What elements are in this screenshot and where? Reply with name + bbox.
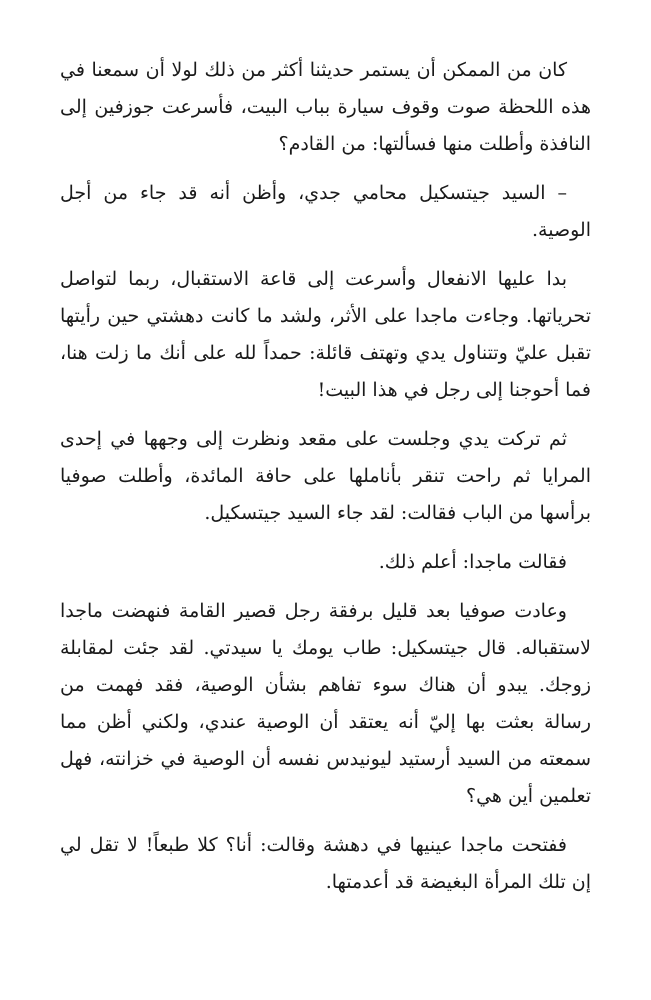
paragraph-6: وعادت صوفيا بعد قليل برفقة رجل قصير القامة فنهضت ماجدا لاستقباله. قال جيتسكيل: طاب يومك يا سيدتي. لقد جئت لمقابلة زوجك. يبدو أن هناك سوء تفاهم بشأن الوصية، فقد فهمت من رسالة بعثت بها إليّ أنه يعتقد أن الوصية عندي، ولكني أظن مما سمعته من السيد أرستيد ليونيدس نفسه أن الوصية في خزانته، فهل تعلمين أين هي؟ (60, 600, 591, 807)
paragraph-1: كان من الممكن أن يستمر حديثنا أكثر من ذلك لولا أن سمعنا في هذه اللحظة صوت وقوف سيارة بباب البيت، فأسرعت جوزفين إلى النافذة وأطلت منها فسألتها: من القادم؟ (60, 59, 591, 155)
paragraph-4: ثم تركت يدي وجلست على مقعد ونظرت إلى وجهها في إحدى المرايا ثم راحت تنقر بأناملها على حافة المائدة، وأطلت صوفيا برأسها من الباب فقالت: لقد جاء السيد جيتسكيل. (60, 428, 591, 524)
paragraph-3: بدا عليها الانفعال وأسرعت إلى قاعة الاستقبال، ربما لتواصل تحرياتها. وجاءت ماجدا على الأثر، ولشد ما كانت دهشتي حين رأيتها تقبل عليّ وتتناول يدي وتهتف قائلة: حمداً لله على أنك ما زلت هنا، فما أحوجنا إلى رجل في هذا البيت! (60, 268, 591, 401)
paragraph-2: – السيد جيتسكيل محامي جدي، وأظن أنه قد جاء من أجل الوصية. (60, 182, 591, 241)
paragraph-7: ففتحت ماجدا عينيها في دهشة وقالت: أنا؟ كلا طبعاً! لا تقل لي إن تلك المرأة البغيضة قد أعدمتها. (60, 834, 591, 893)
paragraph-5: فقالت ماجدا: أعلم ذلك. (378, 551, 567, 573)
